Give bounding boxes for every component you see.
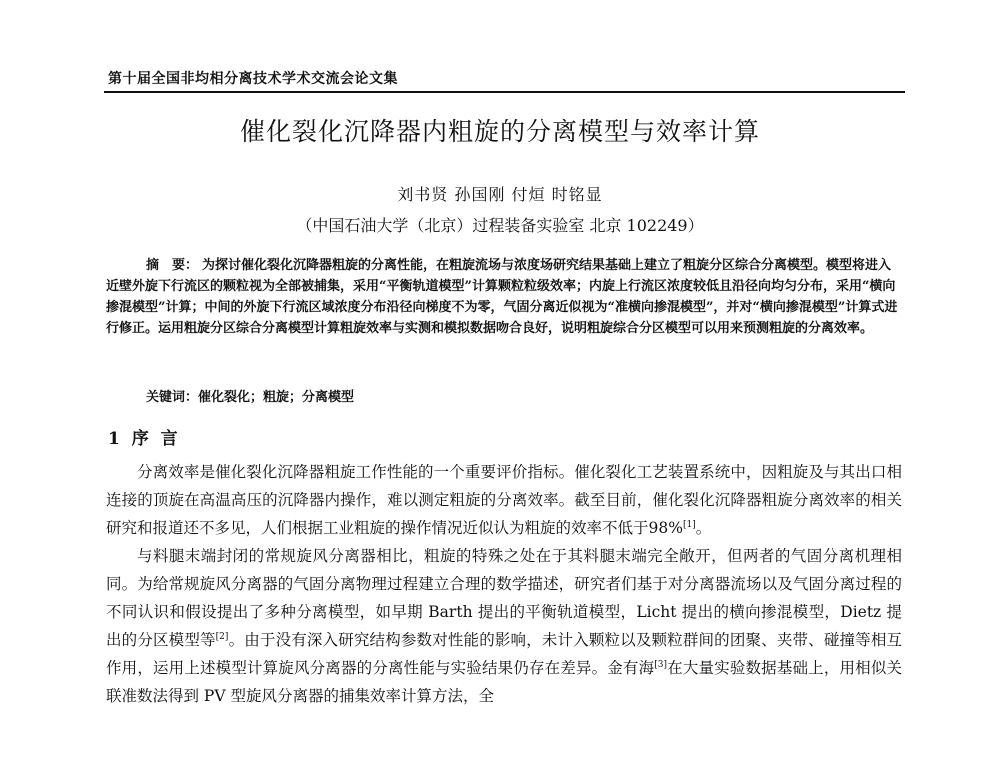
body-text bbox=[106, 458, 902, 710]
paragraph-2-text-a: 与料腿末端封闭的常规旋风分离器相比，粗旋的特殊之处在于其料腿末端完全敞开，但两者的气固分离机理相同。为给常规旋风分离器的气固分离物理过程建立合理的数学描述，研究者们基于对分离器流场以及气固分离过程的不同认识和假设提出了多种分离模型，如早期 Barth 提出的平衡轨道模型，Licht 提出的横向掺混模型，Dietz 提出的分区模型等 bbox=[106, 547, 902, 649]
affiliation: （中国石油大学（北京）过程装备实验室 北京 102249） bbox=[296, 216, 704, 235]
paragraph-1-text: 分离效率是催化裂化沉降器粗旋工作性能的一个重要评价指标。催化裂化工艺装置系统中，因粗旋及与其出口相连接的顶旋在高温高压的沉降器内操作，难以测定粗旋的分离效率。截至目前，催化裂化沉降器粗旋分离效率的相关研究和报道还不多见，人们根据工业粗旋的操作情况近似认为粗旋的效率不低于98% bbox=[106, 463, 902, 537]
section-heading: 1 序 言 bbox=[108, 429, 181, 449]
citation-2: [2] bbox=[215, 631, 229, 642]
authors: 刘书贤 孙国刚 付烜 时铭显 bbox=[397, 185, 603, 204]
citation-3: [3] bbox=[654, 659, 668, 670]
running-header: 第十届全国非均相分离技术学术交流会论文集 bbox=[108, 71, 398, 87]
keywords-text: 催化裂化；粗旋；分离模型 bbox=[198, 390, 355, 405]
abstract-text: 为探讨催化裂化沉降器粗旋的分离性能，在粗旋流场与浓度场研究结果基础上建立了粗旋分区综合分离模型。模型将进入近壁外旋下行流区的颗粒视为全部被捕集，采用“平衡轨道模型”计算颗粒粒级效率；内旋上行流区浓度较低且沿径向均匀分布，采用“横向掺混模型”计算；中间的外旋下行流区域浓度分布沿径向梯度不为零，气固分离近似视为“准横向掺混模型”，并对“横向掺混模型”计算式进行修正。运用粗旋分区综合分离模型计算粗旋效率与实测和模拟数据吻合良好，说明粗旋综合分区模型可以用来预测粗旋的分离效率。 bbox=[106, 258, 898, 336]
abstract bbox=[106, 255, 904, 339]
keywords bbox=[146, 386, 354, 405]
keywords-label: 关键词： bbox=[146, 390, 199, 405]
citation-1: [1] bbox=[682, 519, 696, 530]
header-rule bbox=[104, 91, 905, 93]
paragraph-2 bbox=[106, 542, 902, 710]
paragraph-1 bbox=[106, 458, 902, 542]
paper-title: 催化裂化沉降器内粗旋的分离模型与效率计算 bbox=[239, 117, 760, 146]
abstract-label: 摘 要： bbox=[146, 258, 199, 273]
paragraph-1-tail: 。 bbox=[695, 519, 712, 537]
paragraph-2-text-b: 。由于没有深入研究结构参数对性能的影响，未计入颗粒以及颗粒群间的团聚、夹带、碰撞等相互作用，运用上述模型计算旋风分离器的分离性能与实验结果仍存在差异。金有海 bbox=[106, 631, 902, 677]
paragraph-2-text-c: 在大量实验数据基础上，用相似关联准数法得到 PV 型旋风分离器的捕集效率计算方法，全 bbox=[106, 659, 902, 705]
